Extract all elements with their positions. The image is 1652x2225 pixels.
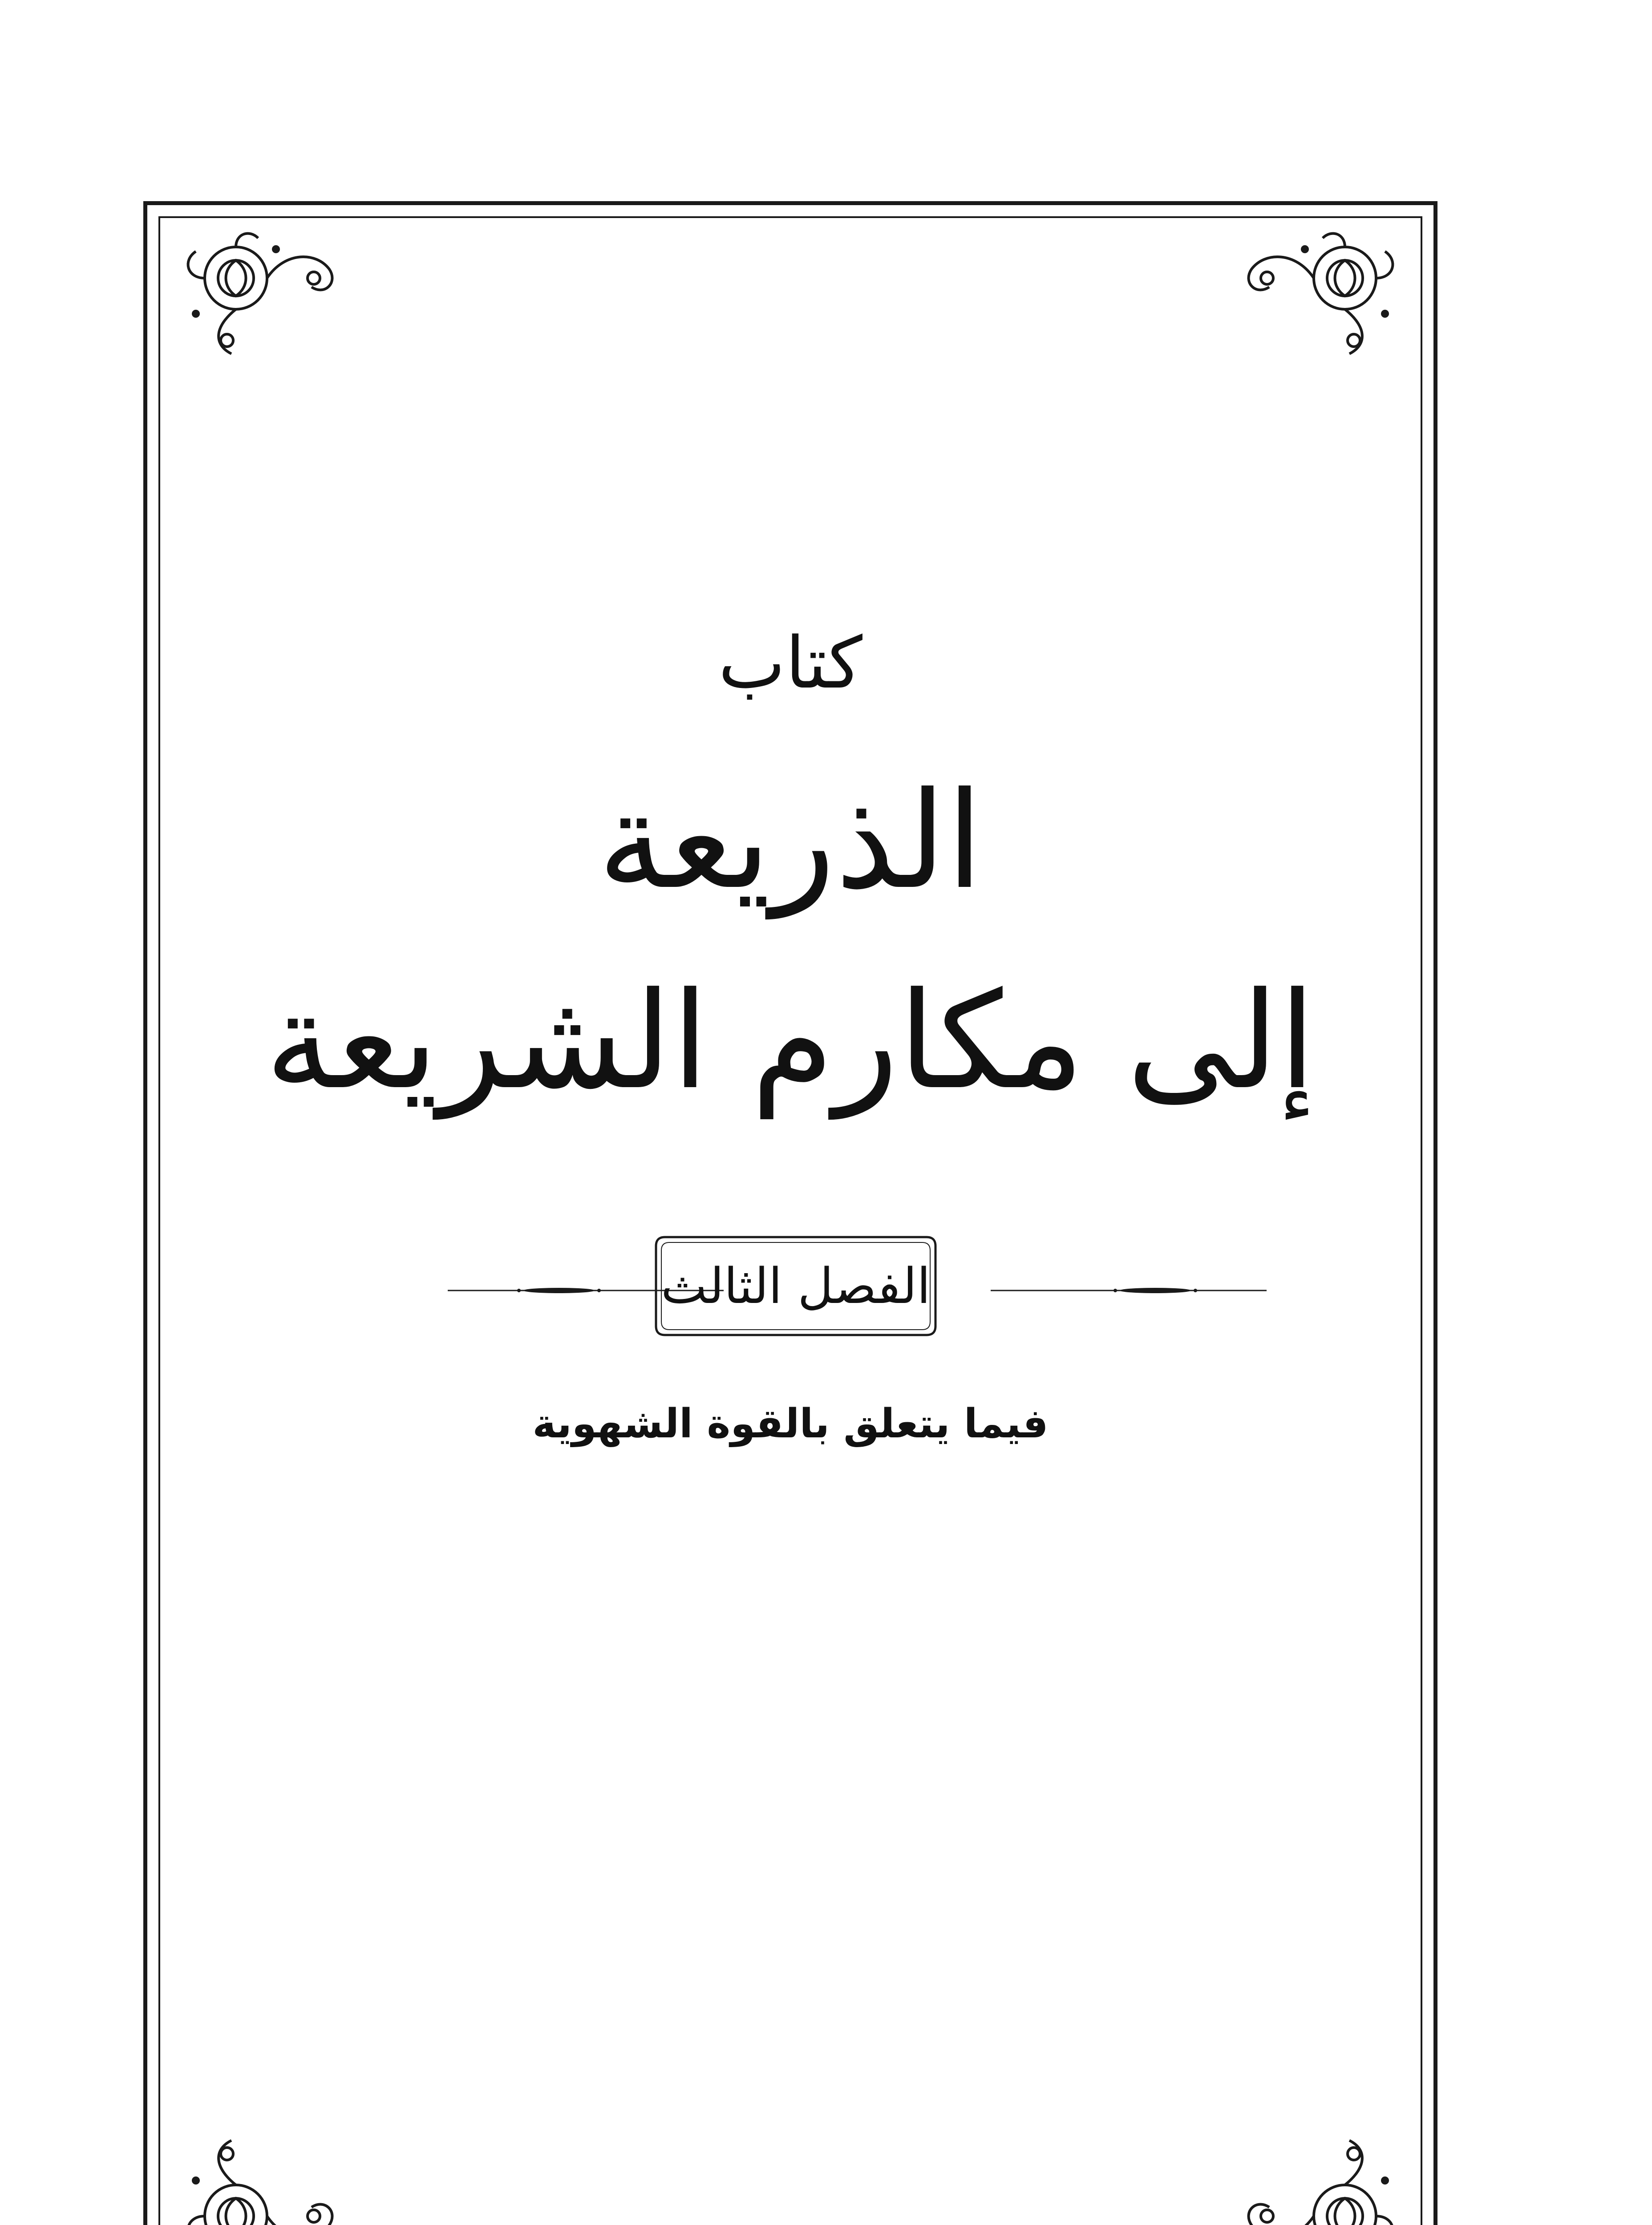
chapter-heading-row	[158, 1233, 1422, 1348]
ornamental-rule-right	[991, 1286, 1267, 1295]
corner-ornament-top-right	[1225, 225, 1412, 358]
inner-frame-border	[158, 216, 1422, 2225]
chapter-subtitle: فيما يتعلق بالقوة الشهوية	[532, 1400, 1049, 1447]
corner-ornament-bottom-left	[169, 2136, 356, 2225]
chapter-label: الفصل الثالث	[661, 1258, 931, 1315]
book-title-line-1: الذريعة	[597, 763, 984, 918]
corner-ornament-top-left	[169, 225, 356, 358]
book-title-line-2: إلى مكارم الشريعة	[265, 963, 1316, 1119]
chapter-label-box	[652, 1233, 940, 1339]
corner-ornament-bottom-right	[1225, 2136, 1412, 2225]
book-label: كتاب	[718, 621, 862, 704]
